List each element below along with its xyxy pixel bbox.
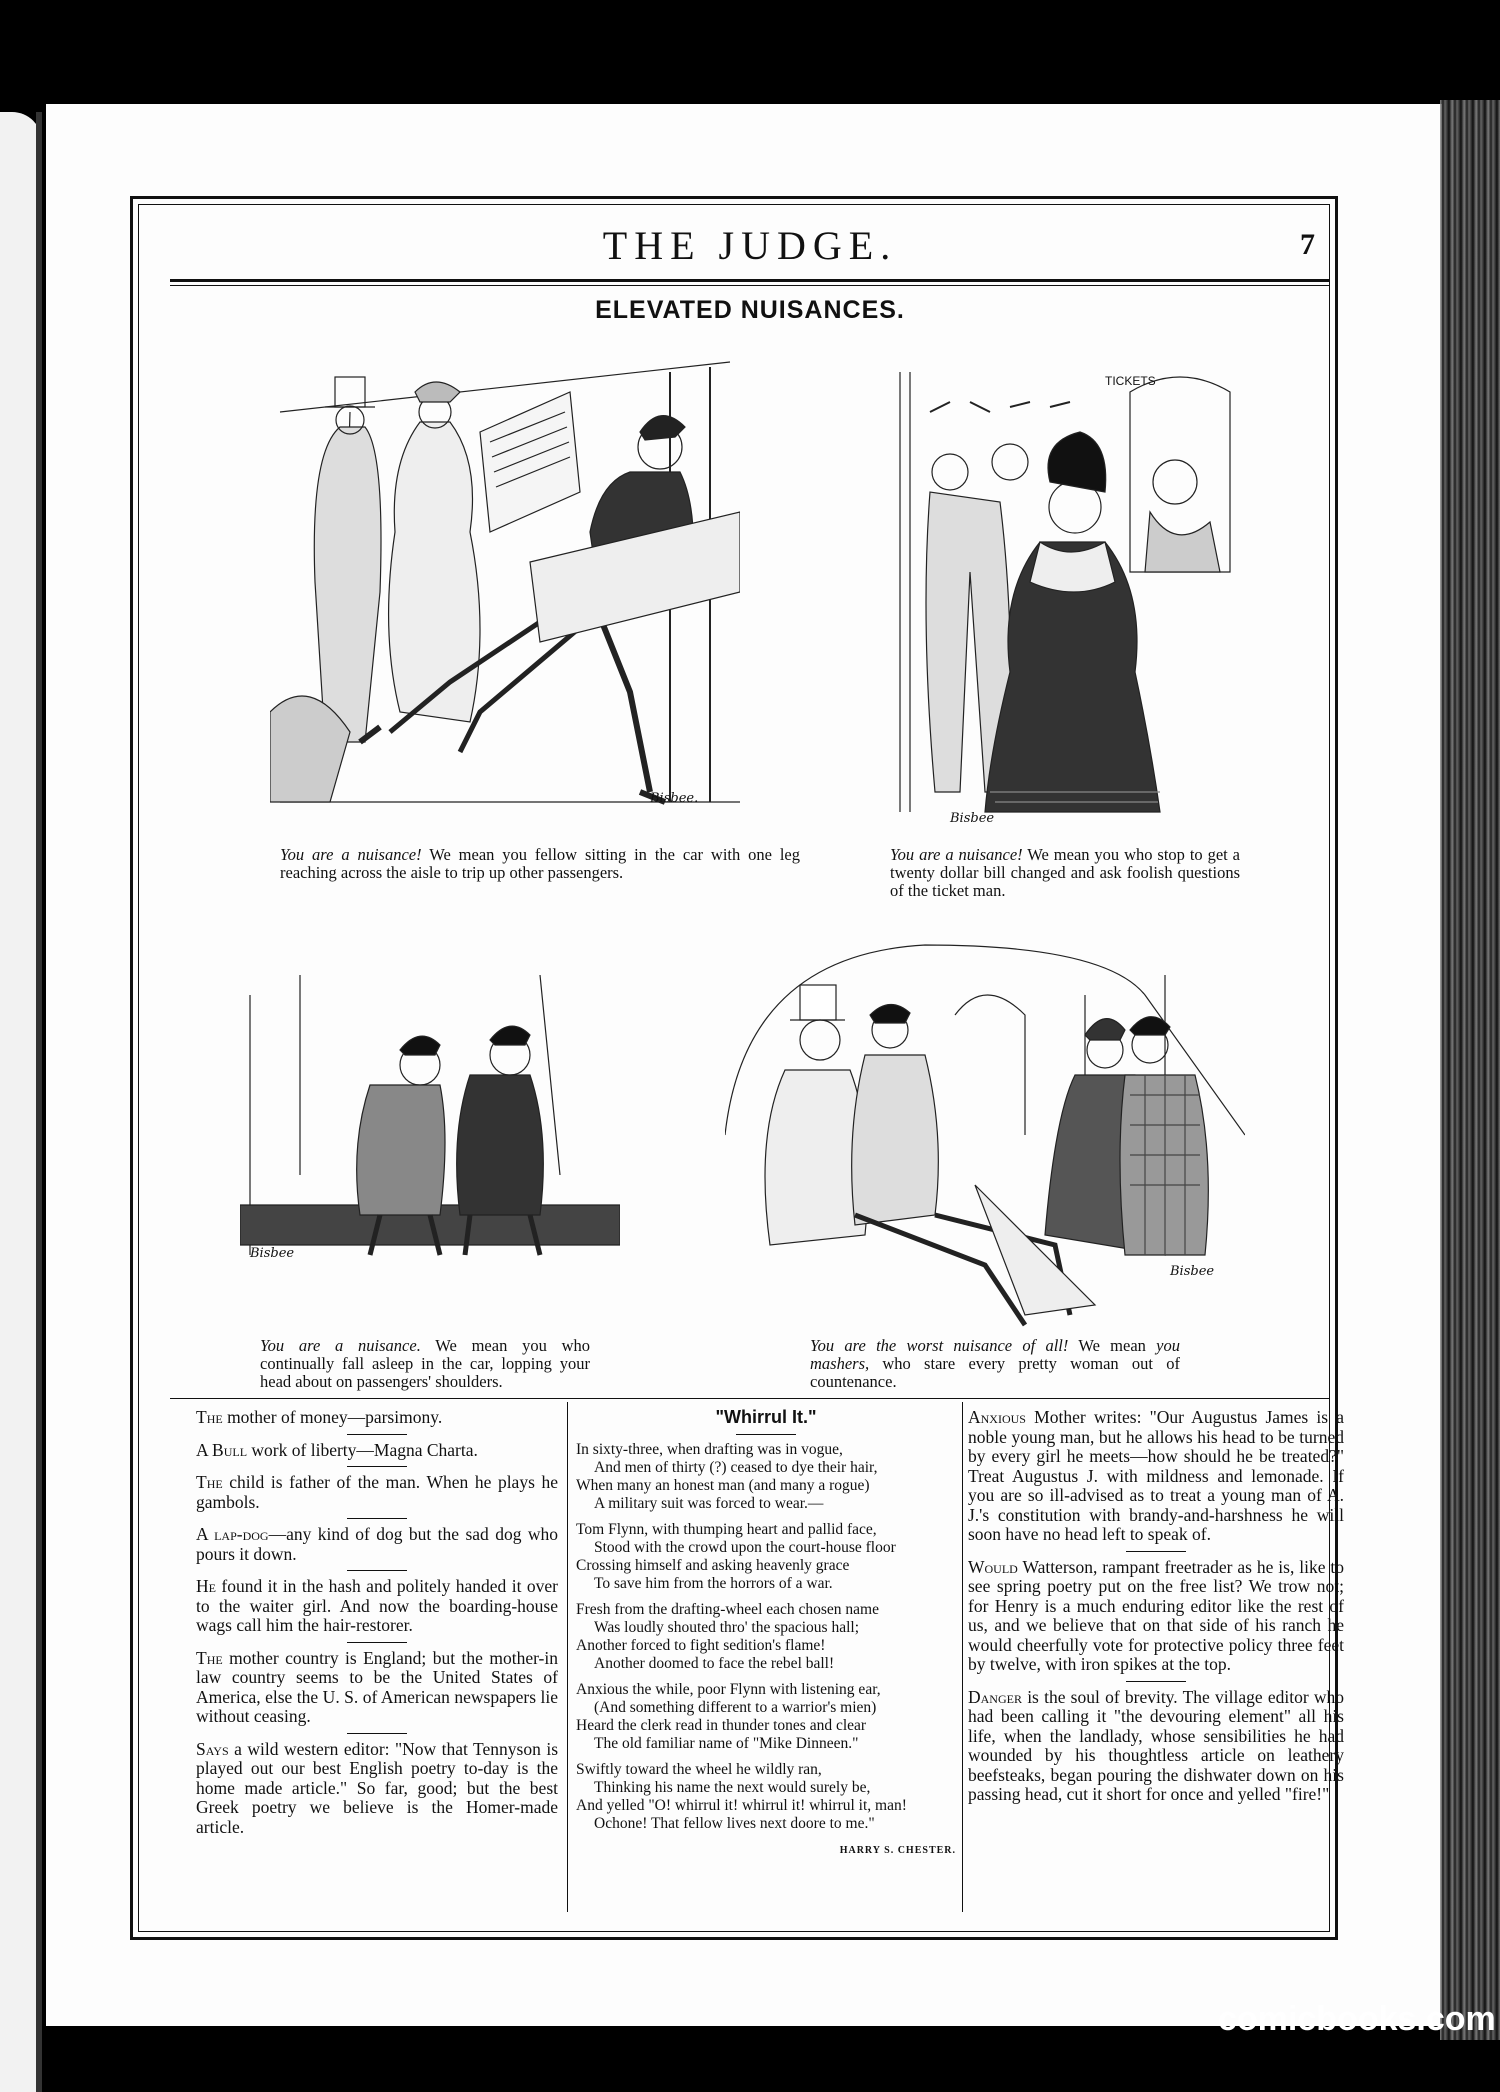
panel-4-caption-mid: We mean: [1068, 1336, 1157, 1355]
text-column-3: [968, 1408, 1344, 1809]
panel-1-caption-text: We mean you fellow sitting in the car with one leg reaching across the aisle to trip up other passengers.: [280, 845, 800, 882]
illustration-panel-3: [240, 975, 620, 1265]
panel-1-caption: [280, 846, 800, 882]
poem-stanza: Tom Flynn, with thumping heart and pallid face, Stood with the crowd upon the court-house floor Crossing himself and asking heavenly grace To save him from the horrors of a war.: [576, 1520, 896, 1592]
paragraph: Anxious Mother writes: "Our Augustus James is a noble young man, but he allows his head to be turned by every girl he meets—how should he be treated?" Treat Augustus J. with mildness and lemonade. If you are so ill-advised as to treat a young man of A. J.'s constitution with brandy-and-harshness he will soon have no head left to speak of.: [968, 1407, 1344, 1544]
poem-stanza: Anxious the while, poor Flynn with listening ear, (And something different to a warrior's mien) Heard the clerk read in thunder tones and clear The old familiar name of "Mike Dinneen.": [576, 1680, 881, 1752]
panel-1-caption-lead: You are a nuisance!: [280, 845, 422, 864]
panel-4-caption-em2: you mashers,: [810, 1336, 1180, 1373]
left-page-edge: [0, 112, 42, 2092]
column-divider-2: [962, 1402, 963, 1912]
paragraph: Danger is the soul of brevity. The village editor who had been calling it "the devouring element" all his life, when the landlady, whose sensibilities he had wounded by his thoughtless article on leathery beefsteaks, began pouring the dishwater down on his passing head, cut it short for once and yelled "fire!": [968, 1686, 1344, 1804]
panel-3-caption: [260, 1337, 590, 1391]
illustration-panel-4: [725, 935, 1245, 1330]
paragraph-divider: [1126, 1551, 1186, 1552]
paragraph-divider: [347, 1434, 407, 1435]
paragraph-divider: [347, 1518, 407, 1519]
paragraph: Would Watterson, rampant freetrader as he is, like to see spring poetry put on the free list? We trow not; for Henry is a much enduring editor like the rest of us, and we believe that on that side of his ranch he would cheerfully vote for protective policy three feet by twelve, with iron spikes at the top.: [968, 1556, 1344, 1674]
illustration-leg-in-aisle: [270, 332, 740, 822]
poem-stanza: In sixty-three, when drafting was in vogue, And men of thirty (?) ceased to dye their hair, When many an honest man (and many a rogue) A military suit was forced to wear.—: [576, 1440, 878, 1512]
column-divider-1: [567, 1402, 568, 1912]
illustration-sleeper: [240, 975, 620, 1265]
paragraph: The mother of money—parsimony.: [196, 1407, 443, 1427]
panel-4-caption: [810, 1337, 1180, 1391]
ticket-sign: TICKETS: [1105, 374, 1156, 388]
panel-3-signature: Bisbee: [250, 1246, 295, 1261]
masthead-rule: [170, 279, 1330, 282]
paragraph-divider: [347, 1733, 407, 1734]
illustration-ticket-window: [890, 372, 1240, 832]
book-spine: [1440, 100, 1500, 2040]
panel-4-caption-text: who stare every pretty woman out of countenance.: [810, 1354, 1180, 1391]
paragraph: He found it in the hash and politely handed it over to the waiter girl. And now the boarding-house wags call him the hair-restorer.: [196, 1576, 558, 1635]
paragraph: Says a wild western editor: "Now that Tennyson is played out our best English poetry to-day is the home made article." So far, good; but the best Greek poetry we believe is the Homer-made article.: [196, 1738, 558, 1837]
illustration-panel-1: [270, 332, 740, 822]
poem-title: "Whirrul It.": [715, 1407, 817, 1427]
text-column-1: [196, 1408, 558, 1841]
poem-stanza: Swiftly toward the wheel he wildly ran, Thinking his name the next would surely be, And yelled "O! whirrul it! whirrul it! whirrul it, man! Ochone! That fellow lives next doore to me.": [576, 1760, 907, 1832]
masthead-rule-thin: [170, 285, 1330, 286]
panel-2-signature: Bisbee: [950, 811, 995, 826]
paragraph-divider: [347, 1642, 407, 1643]
panel-2-caption-lead: You are a nuisance!: [890, 845, 1023, 864]
illustration-panel-2: [890, 372, 1240, 832]
panel-3-caption-lead: You are a nuisance.: [260, 1336, 421, 1355]
paragraph: A Bull work of liberty—Magna Charta.: [196, 1439, 478, 1460]
text-section-rule: [170, 1398, 1330, 1399]
paragraph-divider: [347, 1466, 407, 1467]
poem-stanza: Fresh from the drafting-wheel each chosen name Was loudly shouted thro' the spacious hall; Another forced to fight sedition's flame! Another doomed to face the rebel ball!: [576, 1600, 879, 1672]
paragraph-divider: [347, 1570, 407, 1571]
paragraph: The mother country is England; but the mother-in law country seems to be the United States of America, else the U. S. of American newspapers lie without ceasing.: [196, 1647, 558, 1726]
masthead: THE JUDGE.: [602, 223, 898, 268]
panel-2-caption-text: We mean you who stop to get a twenty dollar bill changed and ask foolish questions of the ticket man.: [890, 845, 1240, 900]
paragraph: The child is father of the man. When he plays he gambols.: [196, 1472, 558, 1512]
page-number: 7: [1300, 228, 1315, 261]
panel-3-caption-text: We mean you who continually fall asleep in the car, lopping your head about on passengers' shoulders.: [260, 1336, 590, 1391]
panel-2-caption: [890, 846, 1240, 900]
paragraph: A lap-dog—any kind of dog but the sad dog who pours it down.: [196, 1524, 558, 1564]
panel-4-signature: Bisbee: [1170, 1264, 1215, 1279]
panel-1-signature: Bisbee.: [650, 791, 699, 806]
panel-4-caption-lead: You are the worst nuisance of all!: [810, 1336, 1069, 1355]
poem-author: HARRY S. CHESTER.: [839, 1844, 956, 1856]
poem-column: [576, 1408, 956, 1860]
illustration-mashers: [725, 935, 1245, 1330]
poem-title-rule: [736, 1434, 796, 1435]
paragraph-divider: [1126, 1681, 1186, 1682]
section-title: ELEVATED NUISANCES.: [595, 296, 905, 324]
watermark: comicbooks.com: [1218, 2000, 1496, 2038]
